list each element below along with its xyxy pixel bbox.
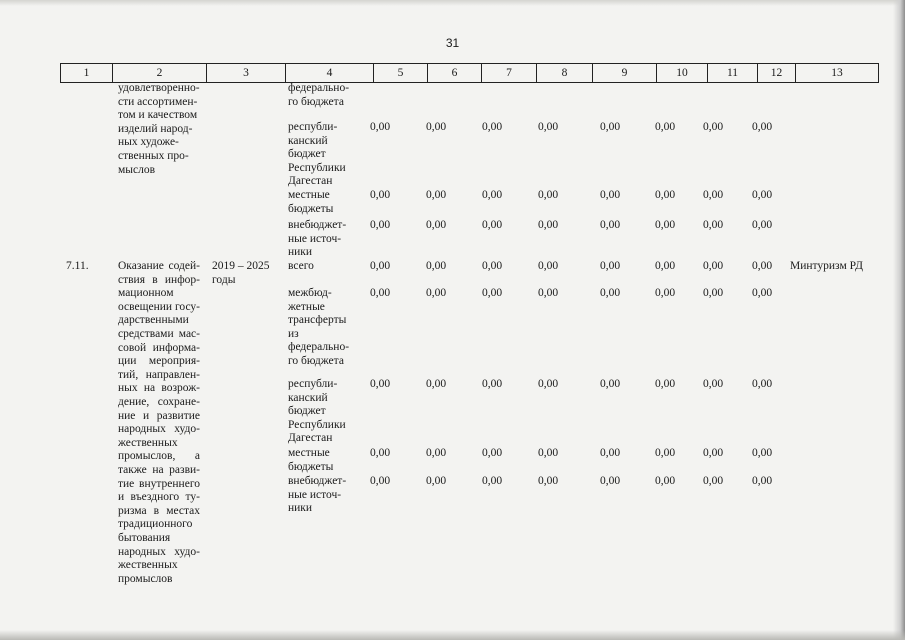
funding-source-label: ные источ- [288, 488, 342, 501]
amount-value: 0,00 [537, 260, 559, 272]
description-line: жественных [118, 436, 178, 449]
header-cell-5: 5 [374, 64, 428, 82]
funding-source-label: республи- [288, 378, 338, 390]
amount-value: 0,00 [702, 121, 724, 133]
description-line: том и качеством [118, 109, 198, 122]
period-line: 2019 – 2025 [212, 260, 270, 272]
funding-source-label: всего [288, 260, 314, 272]
funding-source-label: Республики [288, 161, 346, 174]
amount-value: 0,00 [481, 378, 503, 390]
amount-value: 0,00 [702, 447, 724, 459]
amount-value: 0,00 [369, 189, 391, 201]
header-cell-7: 7 [482, 64, 537, 82]
description-line: средствами мас- [118, 328, 200, 340]
executor: Минтуризм РД [790, 260, 863, 272]
amount-value: 0,00 [751, 475, 773, 487]
description-line: ственных про- [118, 150, 189, 162]
header-cell-4: 4 [286, 64, 374, 82]
amount-value: 0,00 [654, 475, 676, 487]
description-line: ных художе- [118, 136, 179, 149]
description-line: также на разви- [118, 464, 200, 476]
amount-value: 0,00 [599, 475, 621, 487]
amount-value: 0,00 [751, 260, 773, 272]
amount-value: 0,00 [481, 260, 503, 272]
header-cell-11: 11 [708, 64, 758, 82]
funding-source-label: местные [288, 447, 330, 459]
description-line: дарственными [118, 314, 189, 327]
amount-value: 0,00 [481, 189, 503, 201]
amount-value: 0,00 [599, 447, 621, 459]
amount-value: 0,00 [425, 447, 447, 459]
funding-source-label: Дагестан [288, 432, 333, 445]
header-cell-6: 6 [428, 64, 482, 82]
amount-value: 0,00 [425, 287, 447, 299]
header-cell-10: 10 [657, 64, 708, 82]
description-line: Оказание содей- [118, 260, 200, 272]
amount-value: 0,00 [654, 447, 676, 459]
funding-source-label: ные источ- [288, 232, 342, 245]
description-line: традиционного [118, 518, 193, 531]
header-cell-8: 8 [537, 64, 593, 82]
amount-value: 0,00 [369, 475, 391, 487]
page-number: 31 [445, 36, 460, 50]
amount-value: 0,00 [537, 189, 559, 201]
scan-shadow-bottom [0, 630, 905, 640]
amount-value: 0,00 [654, 287, 676, 299]
amount-value: 0,00 [425, 121, 447, 133]
funding-source-label: ники [288, 502, 313, 515]
amount-value: 0,00 [599, 378, 621, 390]
funding-source-label: Республики [288, 418, 346, 431]
funding-source-label: бюджеты [288, 202, 334, 215]
amount-value: 0,00 [481, 447, 503, 459]
funding-source-label: бюджет [288, 405, 326, 418]
description-line: мыслов [118, 163, 156, 176]
amount-value: 0,00 [481, 219, 503, 231]
header-cell-2: 2 [113, 64, 207, 82]
funding-source-label: го бюджета [288, 95, 344, 108]
amount-value: 0,00 [599, 121, 621, 133]
scan-shadow-top [0, 0, 905, 6]
funding-source-label: го бюджета [288, 355, 344, 367]
description-line: промыслов, а [118, 450, 200, 463]
amount-value: 0,00 [702, 189, 724, 201]
funding-source-label: трансферты [288, 314, 347, 327]
amount-value: 0,00 [369, 219, 391, 231]
funding-source-label: канский [288, 134, 328, 147]
amount-value: 0,00 [599, 287, 621, 299]
amount-value: 0,00 [425, 475, 447, 487]
amount-value: 0,00 [751, 378, 773, 390]
description-line: промыслов [118, 572, 173, 585]
funding-source-label: федерально- [288, 341, 350, 354]
description-line: народных худо- [118, 423, 200, 436]
funding-source-label: Дагестан [288, 175, 333, 188]
header-cell-12: 12 [758, 64, 796, 82]
amount-value: 0,00 [369, 260, 391, 272]
amount-value: 0,00 [425, 189, 447, 201]
amount-value: 0,00 [537, 475, 559, 487]
description-line: дение, сохране- [118, 396, 200, 408]
description-line: и въездного ту- [118, 491, 200, 504]
description-line: изделий народ- [118, 122, 193, 135]
description-line: бытования [118, 532, 171, 544]
amount-value: 0,00 [537, 287, 559, 299]
funding-source-label: бюджет [288, 148, 326, 161]
description-line: освещении госу- [118, 300, 200, 313]
amount-value: 0,00 [751, 121, 773, 133]
description-line: жественных [118, 559, 178, 572]
amount-value: 0,00 [537, 219, 559, 231]
funding-source-label: ники [288, 246, 313, 259]
amount-value: 0,00 [369, 287, 391, 299]
description-line: ции мероприя- [118, 355, 200, 368]
funding-source-label: межбюд- [288, 287, 332, 299]
amount-value: 0,00 [537, 121, 559, 133]
amount-value: 0,00 [481, 475, 503, 487]
amount-value: 0,00 [369, 121, 391, 133]
amount-value: 0,00 [481, 287, 503, 299]
header-cell-13: 13 [796, 64, 879, 82]
funding-source-label: местные [288, 189, 330, 201]
amount-value: 0,00 [425, 219, 447, 231]
description-line: ризма в местах [118, 504, 200, 517]
description-line: тий, направлен- [118, 368, 200, 381]
funding-source-label: внебюджет- [288, 475, 347, 487]
description-line: тие внутреннего [118, 477, 200, 490]
scan-shadow-right [893, 0, 905, 640]
header-cell-3: 3 [207, 64, 286, 82]
header-cell-9: 9 [593, 64, 657, 82]
amount-value: 0,00 [654, 189, 676, 201]
amount-value: 0,00 [425, 378, 447, 390]
amount-value: 0,00 [702, 260, 724, 272]
amount-value: 0,00 [654, 378, 676, 390]
amount-value: 0,00 [751, 287, 773, 299]
table-header-row [60, 63, 879, 83]
header-cell-1: 1 [61, 64, 113, 82]
amount-value: 0,00 [702, 378, 724, 390]
amount-value: 0,00 [599, 219, 621, 231]
amount-value: 0,00 [702, 219, 724, 231]
amount-value: 0,00 [481, 121, 503, 133]
funding-source-label: из [288, 327, 299, 340]
description-line: совой информа- [118, 341, 200, 354]
amount-value: 0,00 [702, 475, 724, 487]
amount-value: 0,00 [599, 189, 621, 201]
amount-value: 0,00 [654, 121, 676, 133]
description-line: ние и развитие [118, 409, 200, 422]
description-line: народных худо- [118, 545, 200, 558]
amount-value: 0,00 [425, 260, 447, 272]
amount-value: 0,00 [369, 447, 391, 459]
period-line: годы [212, 273, 236, 286]
amount-value: 0,00 [751, 189, 773, 201]
funding-source-label: республи- [288, 121, 338, 133]
funding-source-label: внебюджет- [288, 219, 347, 231]
item-number: 7.11. [66, 260, 89, 272]
description-line: ствия в инфор- [118, 273, 200, 286]
amount-value: 0,00 [537, 378, 559, 390]
amount-value: 0,00 [537, 447, 559, 459]
amount-value: 0,00 [702, 287, 724, 299]
amount-value: 0,00 [751, 219, 773, 231]
description-line: мационном [118, 287, 174, 300]
description-line: ных на возрож- [118, 382, 200, 395]
amount-value: 0,00 [751, 447, 773, 459]
amount-value: 0,00 [654, 219, 676, 231]
funding-source-label: канский [288, 391, 328, 404]
amount-value: 0,00 [654, 260, 676, 272]
amount-value: 0,00 [369, 378, 391, 390]
description-line: сти ассортимен- [118, 95, 198, 108]
funding-source-label: федерально- [288, 82, 350, 94]
amount-value: 0,00 [599, 260, 621, 272]
funding-source-label: бюджеты [288, 460, 334, 473]
funding-source-label: жетные [288, 300, 325, 313]
description-line: удовлетворенно- [118, 82, 200, 94]
